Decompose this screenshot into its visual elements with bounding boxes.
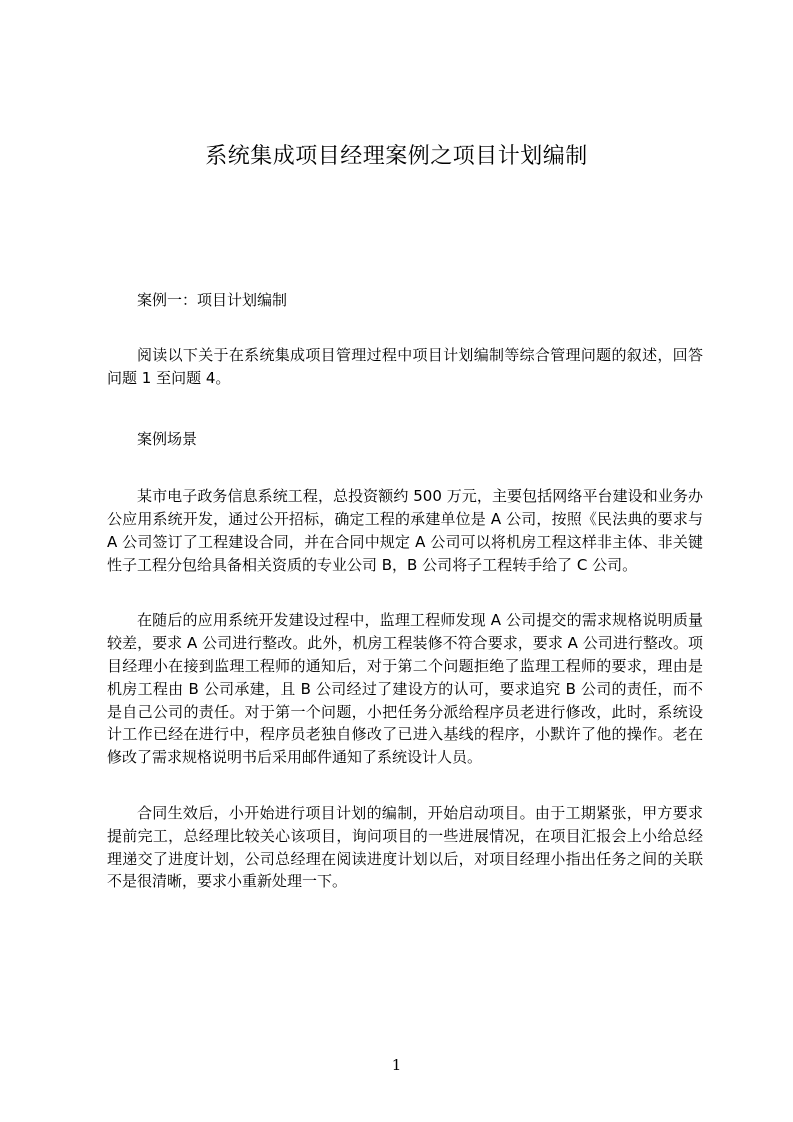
scene-paragraph-2: 在随后的应用系统开发建设过程中，监理工程师发现 A 公司提交的需求规格说明质量较差，要求 A 公司进行整改。此外，机房工程装修不符合要求，要求 A 公司进行整改。项目经理小在接到监理工程师的通知后，对于第二个问题拒绝了监理工程师的要求，理由是机房工程由 B 公司承建，且 B 公司经过了建设方的认可，要求追究 B 公司的责任，而不是自己公司的责任。对于第一个问题，小把任务分派给程序员老进行修改，此时，系统设计工作已经在进行中，程序员老独自修改了已进入基线的程序，小默许了他的操作。老在修改了需求规格说明书后采用邮件通知了系统设计人员。 (107, 611, 703, 767)
page-number: 1 (391, 1056, 402, 1074)
scene-heading: 案例场景 (137, 430, 198, 449)
scene-paragraph-1: 某市电子政务信息系统工程，总投资额约 500 万元，主要包括网络平台建设和业务办公应用系统开发，通过公开招标，确定工程的承建单位是 A 公司，按照《民法典的要求与 A 公司签订了工程建设合同，并在合同中规定 A 公司可以将机房工程这样非主体、非关键性子工程分包给具备相关资质的专业公司 B，B 公司将子工程转手给了 C 公司。 (107, 487, 703, 574)
scene-paragraph-3: 合同生效后，小开始进行项目计划的编制，开始启动项目。由于工期紧张，甲方要求提前完工，总经理比较关心该项目，询问项目的一些进展情况，在项目汇报会上小给总经理递交了进度计划，公司总经理在阅读进度计划以后，对项目经理小指出任务之间的关联不是很清晰，要求小重新处理一下。 (107, 803, 703, 891)
document-title: 系统集成项目经理案例之项目计划编制 (205, 144, 588, 169)
case-heading: 案例一：项目计划编制 (137, 291, 288, 309)
intro-paragraph: 阅读以下关于在系统集成项目管理过程中项目计划编制等综合管理问题的叙述，回答问题 1 至问题 4。 (107, 345, 703, 387)
document-body (107, 289, 703, 893)
